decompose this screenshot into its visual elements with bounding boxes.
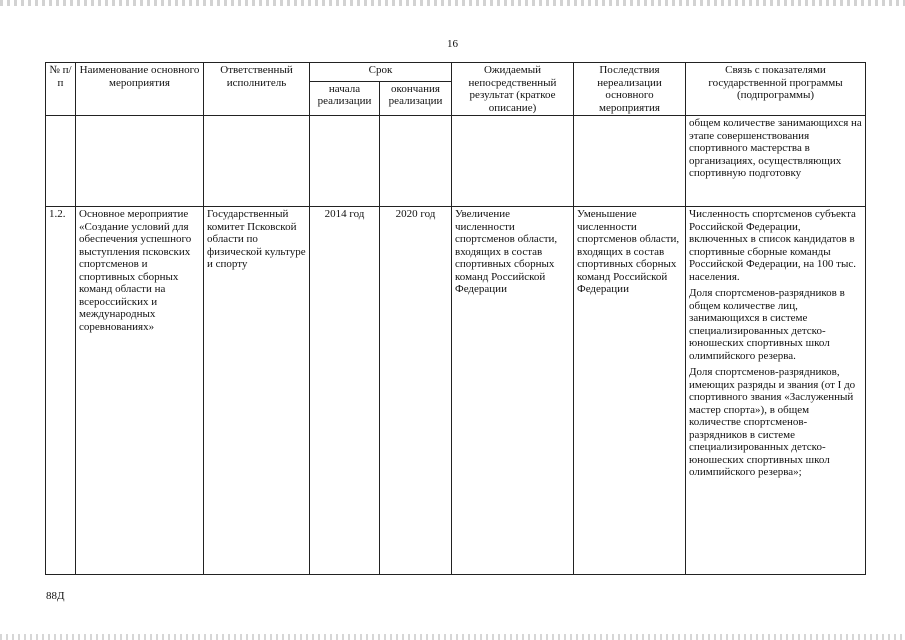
cell-end [380, 116, 452, 207]
header-name: Наименование основного мероприятия [76, 63, 204, 116]
cell-link [686, 207, 866, 575]
indicator-paragraph: Численность спортсменов субъекта Российской Федерации, включенных в список кандидатов в спортивные сборные команды Российской Федерации, на 100 тыс. населения. [689, 208, 857, 283]
header-consequences: Последствия нереализации основного мероприятия [574, 63, 686, 116]
indicator-paragraph: Доля спортсменов-разрядников, имеющих разряды и звания (от I до спортивного звания «Заслуженный мастер спорта»), в общем количестве спортсменов-разрядников в системе специализированных детско-юношеских спортивных школ олимпийского резерва»; [689, 366, 856, 478]
header-result: Ожидаемый непосредственный результат (краткое описание) [452, 63, 574, 116]
document-code: 88Д [46, 590, 65, 602]
page-number: 16 [447, 38, 458, 50]
cell-num [46, 116, 76, 207]
cell-consequences [574, 116, 686, 207]
indicator-paragraph: Доля спортсменов-разрядников в общем количестве лиц, занимающихся в системе специализированных детско-юношеских спортивных школ олимпийского резерва. [689, 287, 845, 362]
cell-executor [204, 116, 310, 207]
cell-name: Основное мероприятие «Создание условий для обеспечения успешного выступления псковских спортсменов и спортивных сборных команд области на всероссийских и международных соревнованиях» [76, 207, 204, 575]
cell-link: общем количестве занимающихся на этапе совершенствования спортивного мастерства в организациях, осуществляющих спортивную подготовку [686, 116, 866, 207]
cell-result [452, 116, 574, 207]
cell-name [76, 116, 204, 207]
header-link: Связь с показателями государственной программы (подпрограммы) [686, 63, 866, 116]
table-row-1-2 [46, 207, 866, 575]
cell-result: Увеличение численности спортсменов области, входящих в состав спортивных сборных команд Российской Федерации [452, 207, 574, 575]
header-row [46, 63, 866, 82]
header-num: № п/п [46, 63, 76, 116]
cell-start [310, 116, 380, 207]
scan-artifact-bottom [0, 634, 905, 640]
header-term-start: начала реализации [310, 81, 380, 115]
cell-num: 1.2. [46, 207, 76, 575]
table-row-continuation [46, 116, 866, 207]
cell-consequences: Уменьшение численности спортсменов области, входящих в состав спортивных сборных команд Российской Федерации [574, 207, 686, 575]
header-term: Срок [310, 63, 452, 82]
program-activities-table [45, 62, 866, 575]
cell-end: 2020 год [380, 207, 452, 575]
scan-artifact-top [0, 0, 905, 6]
cell-executor: Государственный комитет Псковской области по физической культуре и спорту [204, 207, 310, 575]
header-term-end: окончания реализации [380, 81, 452, 115]
header-executor: Ответственный исполнитель [204, 63, 310, 116]
cell-start: 2014 год [310, 207, 380, 575]
